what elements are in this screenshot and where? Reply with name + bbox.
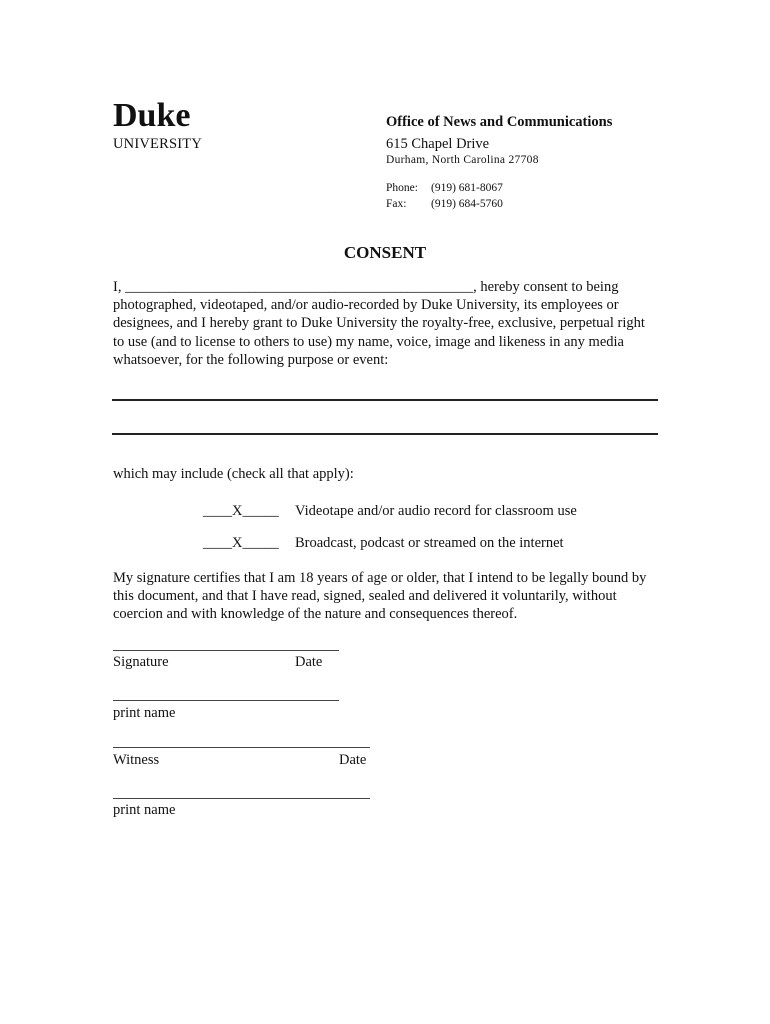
city-address: Durham, North Carolina 27708 [386,154,539,166]
witness-date-label: Date [339,752,367,768]
logo-subtitle: UNIVERSITY [113,136,202,152]
checkbox-internet-broadcast[interactable]: ____X_____ [203,535,279,551]
include-label: which may include (check all that apply): [113,466,354,482]
signature-line[interactable] [113,650,339,651]
purpose-line-1[interactable] [112,399,658,401]
phone-number: (919) 681-8067 [431,182,503,194]
phone-label: Phone: [386,182,418,194]
witness-print-name-line[interactable] [113,798,370,799]
fax-number: (919) 684-5760 [431,198,503,210]
certification-paragraph: My signature certifies that I am 18 years of age or older, that I intend to be legally bound by this document, and that I have read, signed, sealed and delivered it voluntarily, without coercion and with knowledge of the nature and consequences thereof. [113,570,647,623]
checkbox-label-internet-broadcast: Broadcast, podcast or streamed on the internet [295,535,564,551]
witness-print-name-label: print name [113,802,176,818]
form-title: CONSENT [343,243,427,262]
fax-label: Fax: [386,198,407,210]
signature-label: Signature [113,654,169,670]
print-name-label: print name [113,705,176,721]
checkbox-label-classroom-use: Videotape and/or audio record for classroom use [295,503,577,519]
print-name-line[interactable] [113,700,339,701]
signature-date-label: Date [295,654,323,670]
office-name: Office of News and Communications [386,114,613,130]
street-address: 615 Chapel Drive [386,136,490,152]
checkbox-classroom-use[interactable]: ____X_____ [203,503,279,519]
logo-name: Duke [113,97,191,134]
witness-line[interactable] [113,747,370,748]
witness-label: Witness [113,752,160,768]
consent-paragraph: I, ________________________________________________, hereby consent to being photographed, videotaped, and/or audio-recorded by Duke University, its employees or designees, and I hereby grant to Duke University the royalty-free, exclusive, perpetual right to use (and to license to others to use) my name, voice, image and likeness in any media whatsoever, for the following purpose or event: [113,279,645,368]
purpose-line-2[interactable] [112,433,658,435]
